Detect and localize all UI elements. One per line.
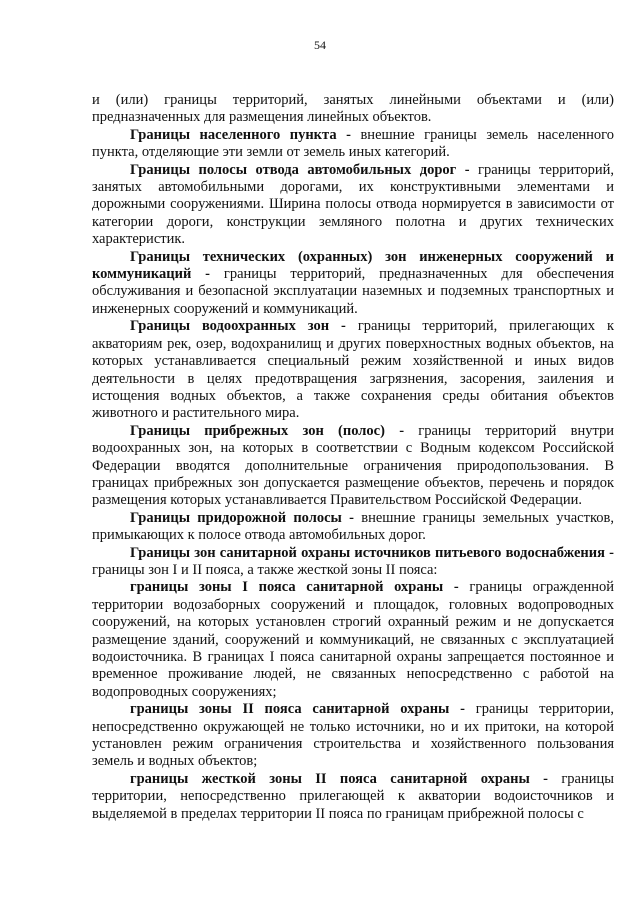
definition-sanitary-zones: границы зон I и II пояса, а также жесткой зоны II пояса: bbox=[92, 561, 438, 578]
definition-strict-zone-belt-2: границы территории, непосредственно прилегающей к акватории водоисточников и выделяемой в пределах территории II пояса по границам прибрежной полосы с bbox=[92, 770, 615, 822]
term-roadside-strip: Границы придорожной полосы - bbox=[130, 509, 354, 526]
paragraph-strict-zone-belt-2 bbox=[92, 771, 614, 823]
definition-road-right-of-way: границы территорий, занятых автомобильными дорогами, их конструктивными элементами и дорожными сооружениями. Ширина полосы отвода нормируется в зависимости от категории дороги, конструкции земляного полотна и других технических характеристик. bbox=[92, 161, 614, 248]
definition-sanitary-zone-belt-2: границы территории, непосредственно окружающей не только источники, но и их притоки, на которой установлен режим ограничения строительства и хозяйственного пользования земель и водных объектов; bbox=[92, 701, 614, 770]
term-water-protection-zones: Границы водоохранных зон - bbox=[130, 318, 346, 335]
paragraph-sanitary-zone-belt-2 bbox=[92, 701, 614, 771]
paragraph-roadside-strip bbox=[92, 510, 614, 545]
definition-settlement-boundaries: внешние границы земель населенного пункта, отделяющие эти земли от земель иных категорий. bbox=[92, 126, 614, 161]
paragraph-text: и (или) границы территорий, занятых линейными объектами и (или) предназначенных для размещения линейных объектов. bbox=[92, 92, 614, 126]
term-settlement-boundaries: Границы населенного пункта - bbox=[130, 126, 351, 143]
definition-water-protection-zones: границы территорий, прилегающих к акваториям рек, озер, водохранилищ и других поверхностных водных объектов, на которых устанавливается специальный режим хозяйственной и иных видов деятельности в целях предотвращения загрязнения, засорения, заиления и истощения водных объектов, а также сохранения среды обитания объектов животного и растительного мира. bbox=[92, 318, 614, 422]
term-sanitary-zone-belt-2: границы зоны II пояса санитарной охраны - bbox=[130, 701, 465, 718]
definition-sanitary-zone-belt-1: границы огражденной территории водозаборных сооружений и площадок, головных водопроводных сооружений, на которых установлен строгий охранный режим и не допускается размещение зданий, сооружений и коммуникаций, не связанных с эксплуатацией водоисточника. В границах I пояса санитарной охраны запрещается постоянное и временное проживание людей, не связанных непосредственно с работой на водопроводных сооружениях; bbox=[92, 579, 615, 700]
definition-technical-zones: границы территорий, предназначенных для обеспечения обслуживания и безопасной эксплуатации наземных и подземных транспортных и инженерных сооружений и коммуникаций. bbox=[92, 266, 614, 317]
paragraph-sanitary-zone-belt-1 bbox=[92, 579, 614, 701]
paragraph-water-protection-zones bbox=[92, 318, 614, 422]
paragraph-road-right-of-way bbox=[92, 162, 614, 249]
definition-roadside-strip: внешние границы земельных участков, примыкающих к полосе отвода автомобильных дорог. bbox=[92, 509, 614, 544]
paragraph-continuation bbox=[92, 92, 614, 127]
term-sanitary-zone-belt-1: границы зоны I пояса санитарной охраны - bbox=[130, 579, 459, 596]
paragraph-sanitary-zones bbox=[92, 545, 614, 580]
paragraph-settlement-boundaries bbox=[92, 127, 614, 162]
term-sanitary-zones: Границы зон санитарной охраны источников питьевого водоснабжения - bbox=[130, 544, 614, 561]
term-strict-zone-belt-2: границы жесткой зоны II пояса санитарной охраны - bbox=[130, 770, 549, 787]
term-technical-zones: Границы технических (охранных) зон инженерных сооружений и коммуникаций - bbox=[92, 248, 614, 283]
definition-coastal-zones: границы территорий внутри водоохранных зон, на которых в соответствии с Водным кодексом Российской Федерации вводятся дополнительные ограничения природопользования. В границах прибрежных зон допускается размещение объектов, перечень и порядок размещения которых устанавливается Правительством Российской Федерации. bbox=[92, 422, 614, 509]
document-body bbox=[92, 92, 614, 823]
term-coastal-zones: Границы прибрежных зон (полос) - bbox=[130, 422, 405, 439]
paragraph-technical-zones bbox=[92, 249, 614, 319]
page-number: 54 bbox=[314, 38, 326, 52]
term-road-right-of-way: Границы полосы отвода автомобильных дорог - bbox=[130, 161, 470, 178]
paragraph-coastal-zones bbox=[92, 423, 614, 510]
